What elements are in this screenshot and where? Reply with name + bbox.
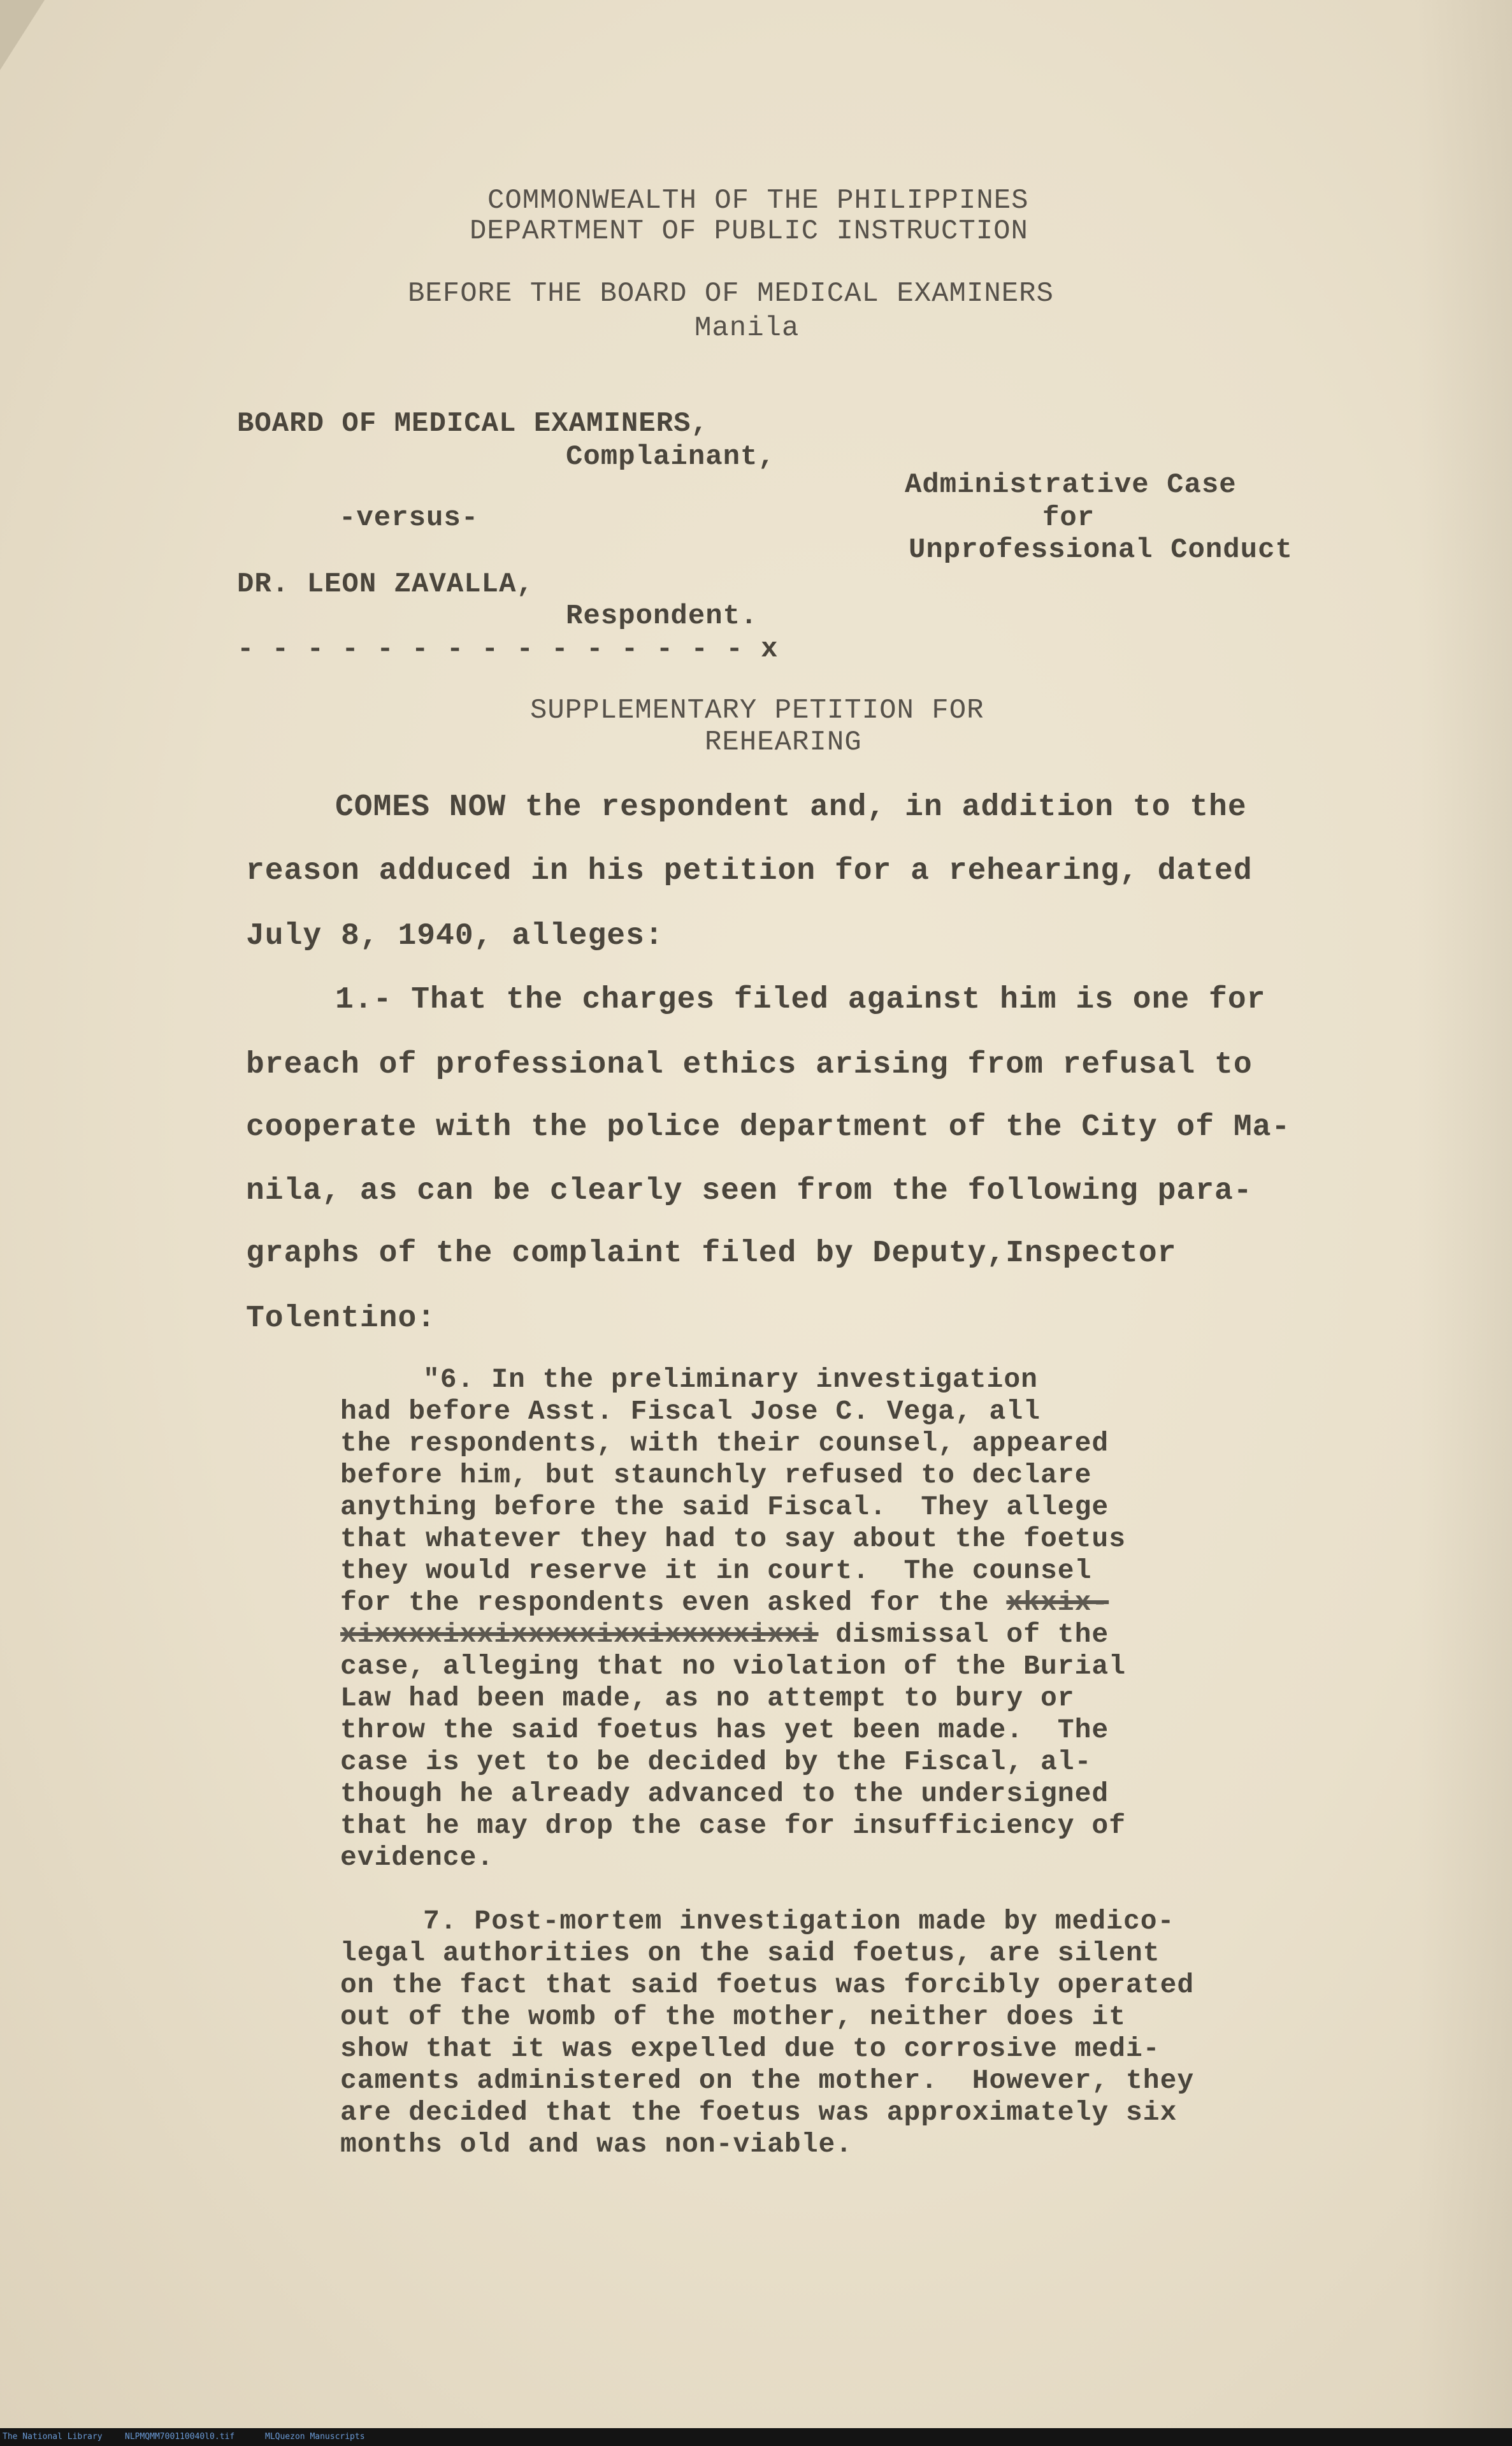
quote7-line-8: months old and was non-viable. (340, 2129, 853, 2160)
quote7-line-1: 7. Post-mortem investigation made by medico- (423, 1906, 1175, 1937)
body-line-5: breach of professional ethics arising from refusal to (246, 1048, 1253, 1082)
quote6-line-13: case is yet to be decided by the Fiscal, al- (340, 1746, 1092, 1777)
body-line-9: Tolentino: (246, 1301, 436, 1336)
quote7-line-7: are decided that the foetus was approximately six (340, 2097, 1177, 2128)
quote6-line-8 (340, 1587, 1109, 1618)
quote6-line-14: though he already advanced to the undersigned (340, 1778, 1109, 1809)
quote6-line-8-text: for the respondents even asked for the (340, 1587, 990, 1618)
footer-collection: MLQuezon Manuscripts (265, 2432, 365, 2442)
quote7-line-5: show that it was expelled due to corrosive medi- (340, 2033, 1160, 2064)
page-corner-fold (0, 0, 45, 70)
quote6-line-6: that whatever they had to say about the foetus (340, 1523, 1126, 1554)
case-type-line3: Unprofessional Conduct (909, 534, 1293, 566)
quote7-line-4: out of the womb of the mother, neither does it (340, 2001, 1126, 2032)
body-line-2: reason adduced in his petition for a rehearing, dated (246, 854, 1253, 888)
quote6-line-3: the respondents, with their counsel, appeared (340, 1428, 1109, 1459)
quote7-line-3: on the fact that said foetus was forcibly operated (340, 1969, 1195, 2001)
quote6-line-16: evidence. (340, 1842, 494, 1873)
quote7-line-6: caments administered on the mother. However, they (340, 2065, 1195, 2096)
quote6-line-15: that he may drop the case for insufficiency of (340, 1810, 1126, 1841)
footer-library: The National Library (3, 2432, 103, 2442)
title-line1: SUPPLEMENTARY PETITION FOR (530, 695, 984, 727)
quote6-line-12: throw the said foetus has yet been made. The (340, 1714, 1109, 1746)
scan-footer (0, 2428, 1512, 2446)
quote6-line-7: they would reserve it in court. The counsel (340, 1555, 1092, 1586)
quote6-line-11: Law had been made, as no attempt to bury or (340, 1683, 1075, 1714)
struck-text-b: xixxxxixxixxxxxixxixxxxxixxi (340, 1619, 819, 1650)
caption-versus: -versus- (339, 502, 479, 534)
body-line-6: cooperate with the police department of the City of Ma- (246, 1110, 1291, 1145)
struck-text-a: xkxix- (1006, 1587, 1109, 1618)
quote6-line-1: "6. In the preliminary investigation (423, 1364, 1038, 1395)
header-board: BEFORE THE BOARD OF MEDICAL EXAMINERS (408, 278, 1054, 310)
case-type-line2: for (1042, 502, 1095, 534)
header-commonwealth: COMMONWEALTH OF THE PHILIPPINES (487, 185, 1029, 217)
quote6-line-4: before him, but staunchly refused to declare (340, 1459, 1092, 1491)
caption-complainant-name: BOARD OF MEDICAL EXAMINERS, (237, 408, 709, 440)
footer-file: NLPMQMM700110040l0.tif (125, 2432, 235, 2442)
quote6-line-9-text: dismissal of the (835, 1619, 1109, 1650)
header-department: DEPARTMENT OF PUBLIC INSTRUCTION (470, 215, 1028, 247)
caption-complainant-role: Complainant, (566, 441, 775, 473)
body-line-1: COMES NOW the respondent and, in addition to the (335, 790, 1247, 825)
body-line-4: 1.- That the charges filed against him is one for (335, 983, 1266, 1017)
quote6-line-10: case, alleging that no violation of the Burial (340, 1651, 1126, 1682)
body-line-7: nila, as can be clearly seen from the following para- (246, 1174, 1253, 1208)
caption-divider: - - - - - - - - - - - - - - - x (237, 633, 779, 665)
case-type-line1: Administrative Case (905, 469, 1237, 501)
body-line-3: July 8, 1940, alleges: (246, 919, 664, 953)
quote7-line-2: legal authorities on the said foetus, are silent (340, 1937, 1160, 1969)
caption-respondent-role: Respondent. (566, 600, 758, 632)
title-line2: REHEARING (705, 727, 862, 758)
body-line-8: graphs of the complaint filed by Deputy,Inspector (246, 1236, 1177, 1271)
header-city: Manila (695, 312, 800, 344)
quote6-line-5: anything before the said Fiscal. They allege (340, 1491, 1109, 1523)
page-edge-shadow (1416, 0, 1512, 2428)
quote6-line-9 (340, 1619, 1109, 1650)
quote6-line-2: had before Asst. Fiscal Jose C. Vega, all (340, 1396, 1040, 1427)
caption-respondent-name: DR. LEON ZAVALLA, (237, 568, 534, 600)
